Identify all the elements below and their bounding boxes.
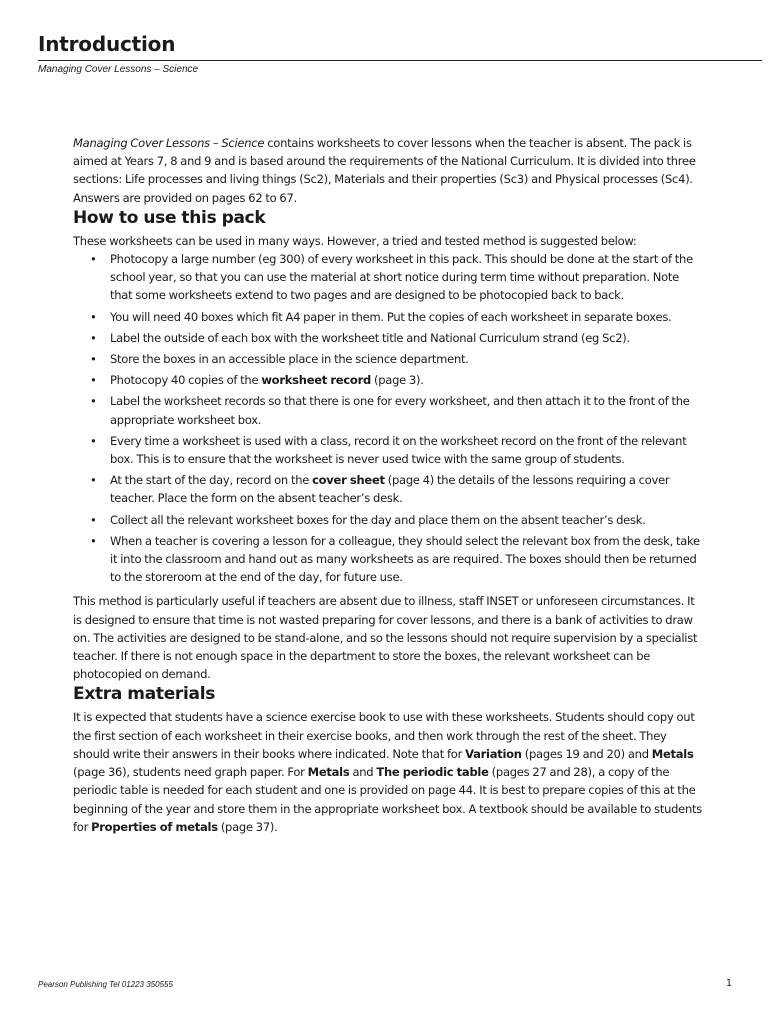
bullet-marker: • [90,352,97,367]
worksheet-record-term: worksheet record [261,373,371,388]
list-item: • You will need 40 boxes which fit A4 paper in them. Put the copies of each worksheet in separate boxes. [110,308,703,326]
how-to-use-heading: How to use this pack [73,207,266,228]
periodic-table-term: The periodic table [376,765,489,780]
page-subtitle: Managing Cover Lessons – Science [38,64,199,75]
intro-pack-title: Managing Cover Lessons – Science [73,136,265,150]
page-number: 1 [725,978,732,989]
list-item: • Every time a worksheet is used with a class, record it on the worksheet record on the front of the relevant box. This is to ensure that the worksheet is never used twice with the same group of students. [90,433,687,467]
bullet-marker: • [90,252,97,267]
bullet-marker: • [90,309,97,324]
document-body [73,134,703,836]
intro-paragraph [73,134,703,207]
header-divider [38,60,762,61]
instructions-list [73,250,703,586]
bullet-marker: • [90,533,97,548]
bullet-marker: • [90,330,97,345]
variation-term: Variation [465,746,522,761]
bullet-marker: • [90,373,97,388]
extra-materials-heading: Extra materials [73,684,216,705]
intro-text: contains worksheets to cover lessons when the teacher is absent. The pack is aimed at Years 7, 8 and 9 and is based around the requirements of the National Curriculum. It is divided into three sections: Life processes and living things (Sc2), Materials and their properties (Sc3) and Physical processes (Sc4). Answers are provided on pages 62 to 67. [73,136,696,205]
metals-term: Metals [651,746,694,761]
list-item: • Photocopy 40 copies of the worksheet record (page 3). [110,371,703,389]
list-item: • Label the outside of each box with the worksheet title and National Curriculum strand (eg Sc2). [110,329,703,347]
list-item: • Collect all the relevant worksheet boxes for the day and place them on the absent teacher’s desk. [110,511,703,529]
bullet-marker: • [90,433,97,448]
list-item: • When a teacher is covering a lesson for a colleague, they should select the relevant box from the desk, take it into the classroom and hand out as many worksheets as are required. The boxes should then be returned to the storeroom at the end of the day, for future use. [90,533,700,585]
method-paragraph: This method is particularly useful if teachers are absent due to illness, staff INSET or unforeseen circumstances. It is designed to ensure that time is not wasted preparing for cover lessons, and there is a bank of activities to draw on. The activities are designed to be stand-alone, and so the lessons should not require supervision by a specialist teacher. If there is not enough space in the department to store the boxes, the relevant worksheet can be photocopied on demand. [73,594,698,682]
bullet-marker: • [90,394,97,409]
extra-materials-paragraph: It is expected that students have a science exercise book to use with these worksheets. Students should copy out the first section of each worksheet in their exercise books, and then work through the rest of the sheet. They should write their answers in their books where indicated. Note that for Variation (pages 19 and 20) and Metals (page 36), students need graph paper. For Metals and The periodic table (pages 27 and 28), a copy of the periodic table is needed for each student and one is provided on page 44. It is best to prepare copies of this at the beginning of the year and store them in the appropriate worksheet box. A textbook should be available to students for Properties of metals (page 37). [73,710,703,834]
footer-publisher: Pearson Publishing Tel 01223 350555 [38,980,173,989]
list-item: • Photocopy a large number (eg 300) of every worksheet in this pack. This should be done at the start of the school year, so that you can use the material at short notice during term time without preparation. Note that some worksheets extend to two pages and are designed to be photocopied back to back. [90,252,693,303]
bullet-marker: • [90,473,97,488]
page-title: Introduction [38,32,176,56]
metals-term: Metals [307,765,350,780]
list-item: • At the start of the day, record on the cover sheet (page 4) the details of the lessons requiring a cover teacher. Place the form on the absent teacher’s desk. [90,473,670,506]
page-header [38,30,762,77]
cover-sheet-term: cover sheet [312,473,385,488]
list-item: • Store the boxes in an accessible place in the science department. [110,350,703,368]
list-item: • Label the worksheet records so that there is one for every worksheet, and then attach it to the front of the appropriate worksheet box. [90,394,690,427]
how-to-use-lead: These worksheets can be used in many ways. However, a tried and tested method is suggested below: [73,233,637,248]
properties-of-metals-term: Properties of metals [91,819,218,834]
bullet-marker: • [90,512,97,527]
